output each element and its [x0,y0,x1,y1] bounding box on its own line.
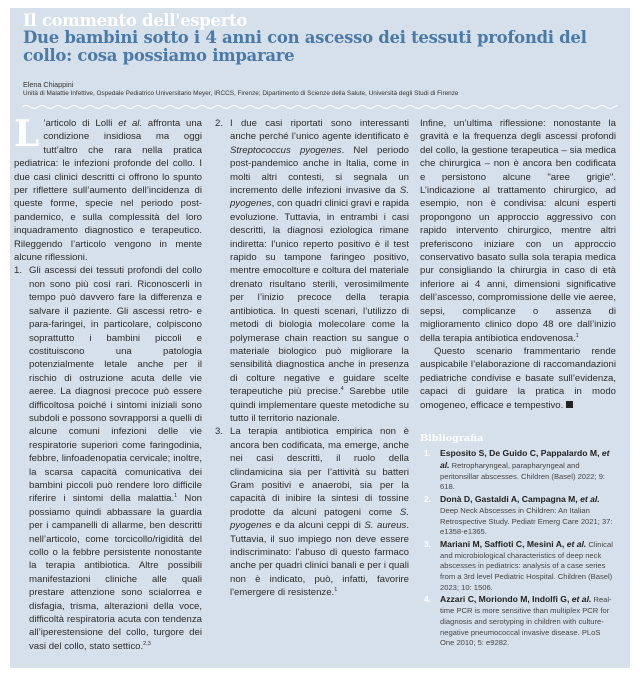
reference-item: 1. Esposito S, De Guido C, Pappalardo M, et al. Retropharyngeal, parapharyngeal and peritonsillar abscesses. Children (Basel) 2022; 9: 618. [424,448,610,492]
reference-item: 4. Azzari C, Moriondo M, Indolfi G, et al. Real-time PCR is more sensitive than multiplex PCR for diagnosis and serotyping in children with culture-negative pneumococcal invasive disease. PLoS One 2010; 5: e9282. [424,594,612,648]
point-text: La terapia antibiotica empirica non è ancora ben codificata, ma emerge, anche nei casi descritti, il ruolo della clindamicina sia per l’attività su batteri Gram positivi e anaerobi, sia per la capacità di inibire la sintesi di tossine prodotte da alcuni patogeni come S. pyogenes e da alcuni ceppi di S. aureus. Tuttavia, il suo impiego non deve essere indiscriminato: l'abuso di questo farmaco anche per quadri clinici banali e per i quali non è indicato, può, infatti, favorire l'emergere di resistenze.$^1$ [230,426,409,599]
column-2 [215,117,409,600]
column-1 [14,113,202,653]
column-3 [420,117,616,650]
section-kicker: Il commento dell'esperto [23,11,248,30]
point-text: I due casi riportati sono interessanti anche perché l’unico agente identificato è Streptococcus pyogenes. Nel periodo post-pandemico anche in Italia, come in molti altri contesti, si segnala un incremento delle infezioni invasive da S. pyogenes, con quadri clinici gravi e rapida evoluzione. Tuttavia, in entrambi i casi descritti, la diagnosi eziologica rimane indiretta: l’unico reperto positivo è il test rapido su tampone faringeo positivo, mentre emocolture e coltura del materiale drenato risultano sterili, verosimilmente per l’inizio precoce della terapia antibiotica. In questi scenari, l’utilizzo di metodi di biologia molecolare come la polymerase chain reaction su sangue o materiale biologico può migliorare la sensibilità diagnostica anche in presenza di colture negative e guidare scelte terapeutiche più precise.$^4$ Sarebbe utile quindi implementare queste metodiche su tutto il territorio nazionale. [230,118,410,424]
closing-paragraph: Infine, un’ultima riflessione: nonostante la gravità e la frequenza degli ascessi profondi del collo, la gestione terapeutica – sia medica che chirurgica – non è ancora ben codificata e persistono alcune "aree grigie". L’indicazione al trattamento chirurgico, ad esempio, non è condivisa: alcuni esperti propongono un approccio aggressivo con rapido intervento chirurgico, mentre altri preferiscono iniziare con un approccio conservativo basato sulla sola terapia medica pur consigliando la chirurgia in caso di età inferiore ai 4 anni, dimensioni significative dell’ascesso, compromissione delle vie aeree, sepsi, complicanze o assenza di miglioramento clinico dopo 48 ore dall’inizio della terapia antibiotica endovenosa.$^1$ [420,118,616,344]
reference-item: 2. Donà D, Gastaldi A, Campagna M, et al. Deep Neck Abscesses in Children: An Italian Retrospective Study. Pediatr Emerg Care 2021; 37: e1358-e1365. [424,494,613,537]
reference-item: 3. Mariani M, Saffioti C, Mesini A, et al. Clinical and microbiological characteristics of deep neck abscesses in pediatrics: analysis of a case series from a 3rd level Pediatric Hospital. Children (Basel) 2023; 10: 1506. [424,538,613,592]
point-2 [215,117,409,425]
bibliography-heading: Bibliografia [420,432,484,444]
conclusion-paragraph: Questo scenario frammentario rende auspicabile l’elaborazione di raccomandazioni pediatriche condivise e basate sull’evidenza, capaci di guidare la pratica in modo omogeneo, efficace e tempestivo. [420,345,616,411]
point-number: 1. [14,265,23,277]
drop-cap: L [14,113,40,155]
article-title: Due bambini sotto i 4 anni con ascesso dei tessuti profondi del collo: cosa possiamo imparare [23,28,587,65]
point-number: 2. [215,118,224,129]
point-1 [14,264,202,653]
bibliography-list [420,448,616,649]
author-name: Elena Chiappini [23,80,74,89]
author-affiliation: Unità di Malattie Infettive, Ospedale Pediatrico Universitario Meyer, IRCCS, Firenze; Dipartimento di Scienze della Salute, Università degli Studi di Firenze [23,90,459,97]
wavy-divider [22,104,618,110]
point-number: 3. [215,426,224,438]
point-text: Gli ascessi dei tessuti profondi del collo non sono più così rari. Riconoscerli in tempo può davvero fare la differenza e salvare il paziente. Gli ascessi retro- e para-faringei, in particolare, colpiscono soprattutto i bambini piccoli e costituiscono una patologia potenzialmente letale anche per il rischio di ostruzione acuta delle vie aeree. La diagnosi precoce può essere difficoltosa poiché i sintomi iniziali sono subdoli e possono sovrapporsi a quelli di alcune comuni infezioni delle vie respiratorie superiori come faringodinia, febbre, linfoadenopatia cervicale; inoltre, la scarsa capacità comunicativa dei bambini piccoli può rendere loro difficile riferire i sintomi della malattia.$^1$ Non possiamo quindi abbassare la guardia per i campanelli di allarme, ben descritti nell’articolo, come torcicollo/rigidità del collo o la febbre persistente nonostante la terapia antibiotica. Altre possibili manifestazioni cliniche alle quali prestare attenzione sono scialorrea e disfagia, trisma, alterazioni della voce, difficoltà respiratoria acuta con tendenza all’iperestensione del collo, turgore dei vasi del collo, stato settico.$^{2,3}$ [29,265,202,652]
point-3 [215,425,409,599]
intro-paragraph: L ’articolo di Lolli et al. affronta una condizione insidiosa ma oggi tutt’altro che rara nella pratica pediatrica: le infezioni profonde del collo. I due casi clinici descritti ci offrono lo spunto per riflettere sull’aumento dell’incidenza di queste forme, specie nel periodo post-pandemico, e sulla complessità del loro inquadramento diagnostico e terapeutico. Rileggendo l’articolo vengono in mente alcune riflessioni. [14,113,202,264]
end-mark-icon [566,401,573,408]
